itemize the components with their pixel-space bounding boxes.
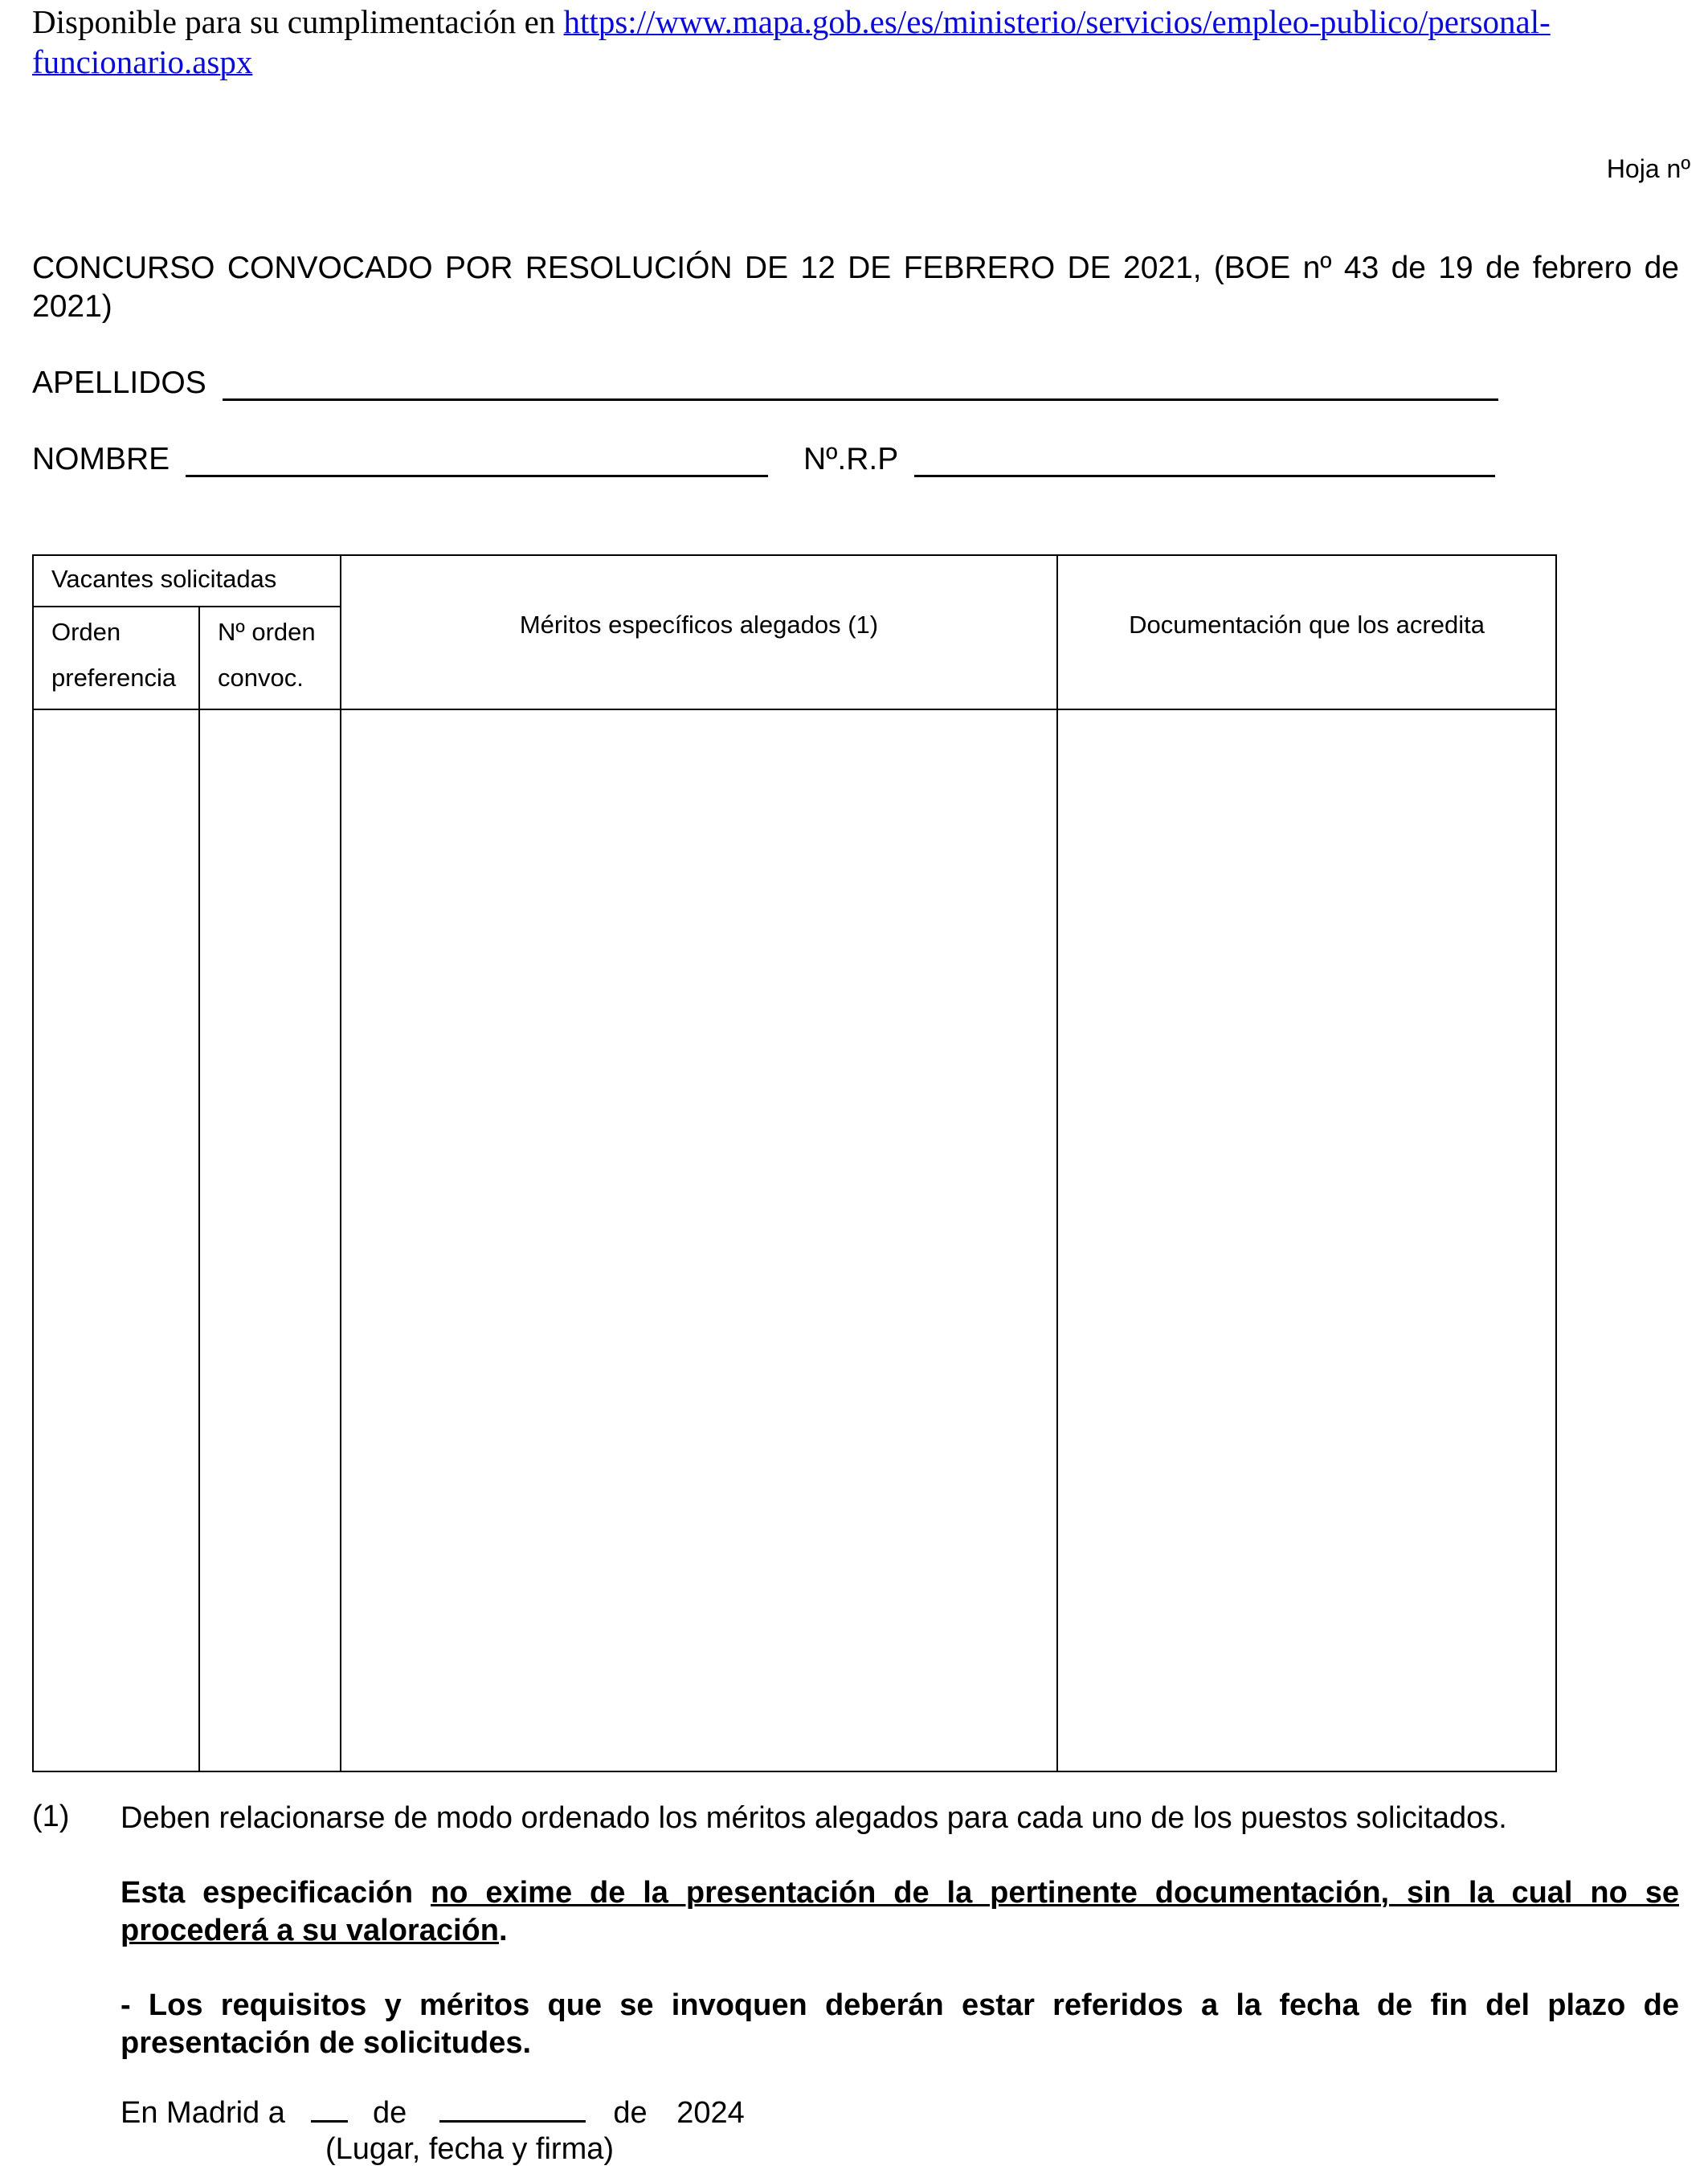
call-order-header [199, 607, 341, 709]
contest-title: CONCURSO CONVOCADO POR RESOLUCIÓN DE 12 DE FEBRERO DE 2021, (BOE nº 43 de 19 de febrero de 2021) [32, 251, 1679, 324]
vacancies-group-header [33, 555, 341, 607]
documents-column-header [1057, 555, 1556, 709]
month-blank[interactable] [439, 2114, 586, 2123]
merits-table [32, 554, 1557, 1772]
footnote-deadline-note: - Los requisitos y méritos que se invoquen deberán estar referidos a la fecha de fin del plazo de presentación de solicitudes. [121, 1988, 1679, 2060]
signature-caption: (Lugar, fecha y firma) [325, 2132, 615, 2166]
order-preference-label-line2: preferencia [51, 664, 177, 692]
sheet-number-label: Hoja nº [1606, 154, 1690, 183]
nrp-label: Nº.R.P [803, 442, 899, 476]
footnote [32, 1800, 1679, 2099]
name-input-line[interactable] [186, 467, 768, 477]
merits-column-header [341, 555, 1057, 709]
surnames-label: APELLIDOS [32, 366, 206, 400]
de-label-1: de [373, 2096, 407, 2130]
surnames-field [32, 366, 1498, 401]
footnote-marker: (1) [32, 1800, 70, 1833]
year-label: 2024 [676, 2096, 745, 2130]
warning-end: . [498, 1914, 508, 1947]
de-label-2: de [613, 2096, 648, 2130]
form-url-link[interactable]: https://www.mapa.gob.es/es/ministerio/servicios/empleo-publico/personal-funcionario.aspx [32, 3, 1551, 80]
name-field [32, 442, 768, 477]
nrp-field [803, 442, 1495, 477]
call-order-label-line2: convoc. [218, 664, 304, 692]
order-preference-entry-cell[interactable] [33, 709, 199, 1771]
call-order-entry-cell[interactable] [199, 709, 341, 1771]
day-blank[interactable] [311, 2114, 348, 2123]
merits-entry-cell[interactable] [341, 709, 1057, 1771]
name-label: NOMBRE [32, 442, 170, 476]
availability-note [32, 2, 1679, 82]
order-preference-header [33, 607, 199, 709]
vacancies-group-header-label: Vacantes solicitadas [51, 565, 277, 593]
signature-date-line [121, 2094, 745, 2132]
footnote-line-1: Deben relacionarse de modo ordenado los méritos alegados para cada uno de los puestos solicitados. [121, 1801, 1507, 1835]
footnote-documentation-warning [121, 1874, 1679, 1950]
documents-column-label: Documentación que los acredita [1129, 611, 1485, 639]
place-label: En Madrid a [121, 2096, 285, 2130]
warning-underlined: no exime de la presentación de la pertinente documentación, sin la cual no se procederá a su valoración [121, 1876, 1679, 1947]
call-order-label-line1: Nº orden [218, 618, 316, 646]
merits-column-label: Méritos específicos alegados (1) [519, 611, 879, 639]
order-preference-label-line1: Orden [51, 618, 121, 646]
surnames-input-line[interactable] [223, 390, 1498, 401]
warning-intro: Esta especificación [121, 1876, 431, 1910]
nrp-input-line[interactable] [914, 467, 1495, 477]
documents-entry-cell[interactable] [1057, 709, 1556, 1771]
availability-note-text: Disponible para su cumplimentación en [32, 3, 556, 40]
